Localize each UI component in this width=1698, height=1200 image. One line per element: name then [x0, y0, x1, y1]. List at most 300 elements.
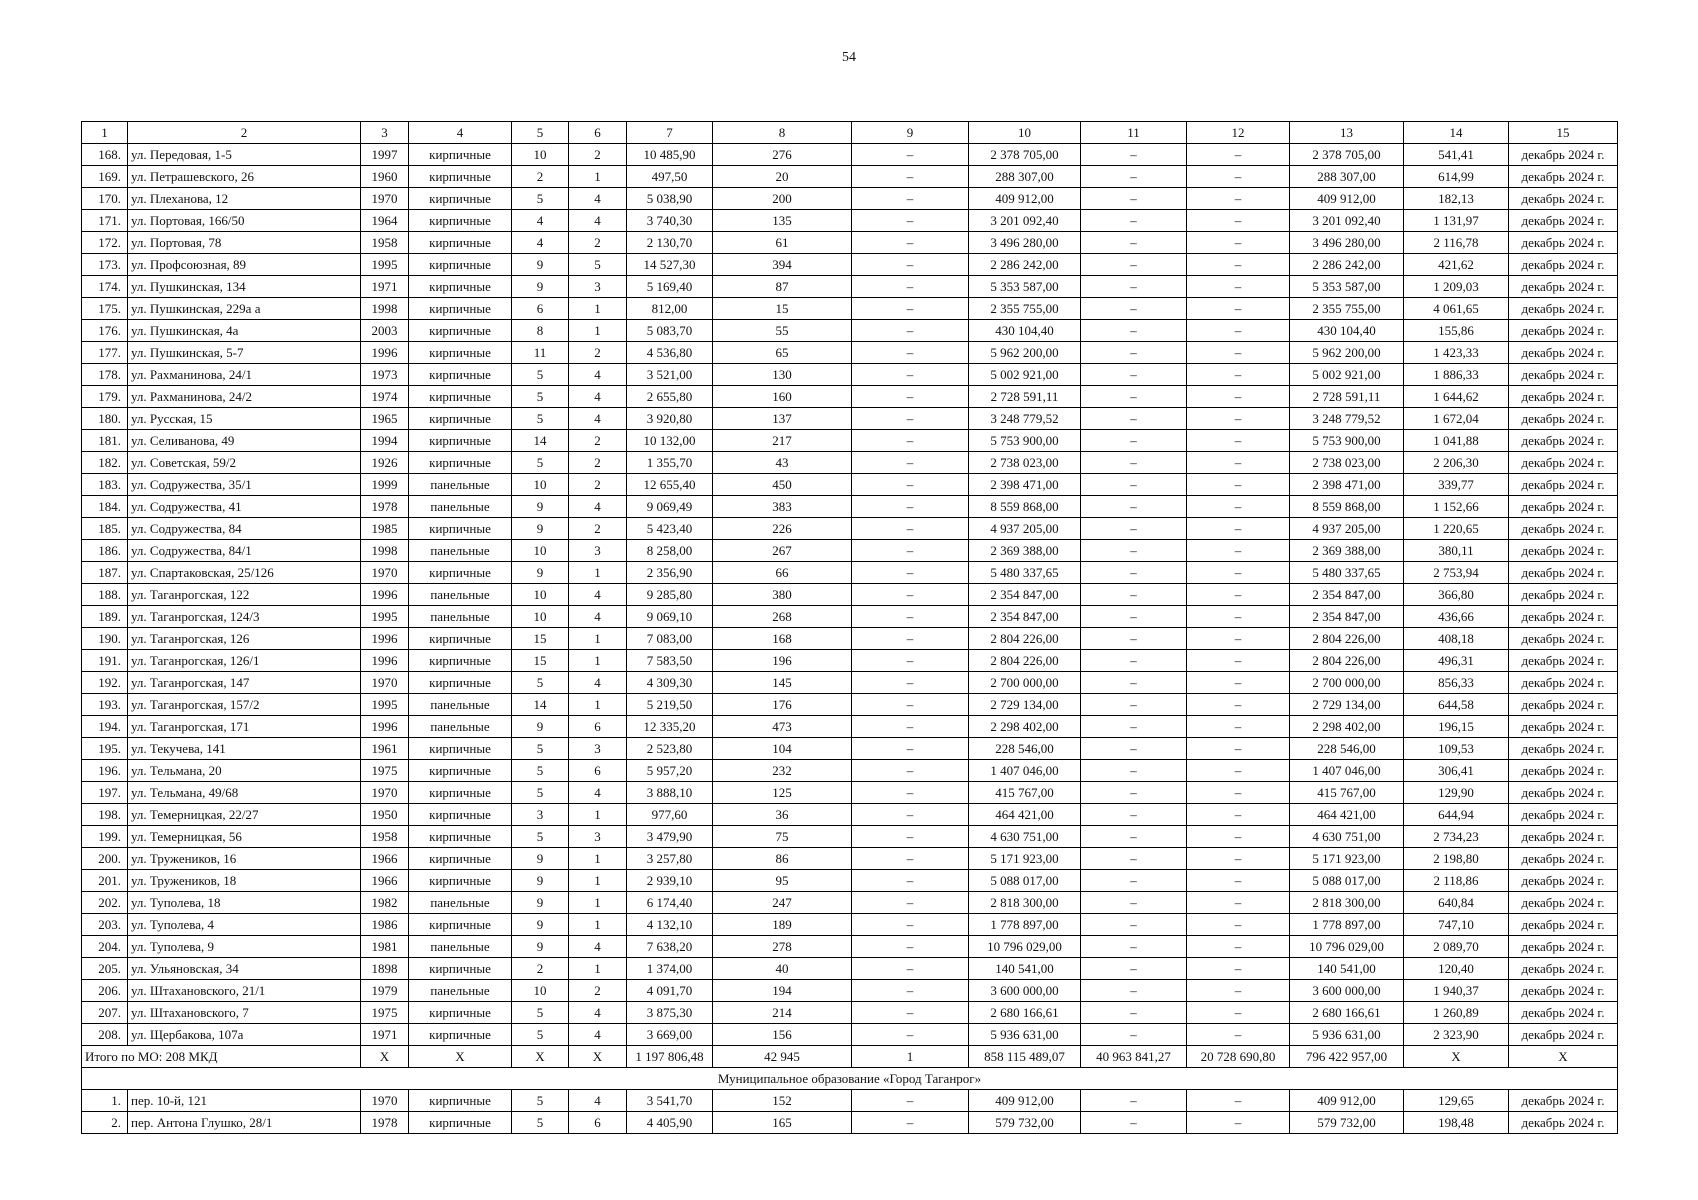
table-cell: 4 132,10	[627, 914, 713, 936]
table-cell: 140 541,00	[969, 958, 1081, 980]
table-cell: ул. Пушкинская, 134	[128, 276, 361, 298]
table-cell: 1986	[361, 914, 409, 936]
table-cell: –	[852, 804, 969, 826]
table-cell: –	[852, 320, 969, 342]
table-cell: –	[1187, 848, 1290, 870]
table-cell: –	[1187, 606, 1290, 628]
table-cell: ул. Таганрогская, 147	[128, 672, 361, 694]
table-cell: –	[1081, 298, 1187, 320]
table-cell: 4	[569, 782, 627, 804]
table-cell: 201.	[82, 870, 128, 892]
table-cell: –	[1187, 320, 1290, 342]
table-cell: 14	[512, 694, 569, 716]
table-cell: 3 201 092,40	[1290, 210, 1404, 232]
table-cell: 186.	[82, 540, 128, 562]
table-cell: 9 285,80	[627, 584, 713, 606]
table-cell: 2 355 755,00	[969, 298, 1081, 320]
table-cell: 1 152,66	[1404, 496, 1509, 518]
table-cell: 1 886,33	[1404, 364, 1509, 386]
table-cell: 1.	[82, 1090, 128, 1112]
table-cell: декабрь 2024 г.	[1509, 342, 1618, 364]
total-cell: 40 963 841,27	[1081, 1046, 1187, 1068]
table-cell: декабрь 2024 г.	[1509, 1024, 1618, 1046]
table-cell: 1 644,62	[1404, 386, 1509, 408]
table-cell: –	[1187, 474, 1290, 496]
table-cell: 194	[713, 980, 852, 1002]
table-cell: 3	[569, 276, 627, 298]
table-row	[82, 276, 1618, 298]
table-cell: 1958	[361, 232, 409, 254]
table-cell: декабрь 2024 г.	[1509, 276, 1618, 298]
table-cell: декабрь 2024 г.	[1509, 606, 1618, 628]
table-cell: 2 700 000,00	[969, 672, 1081, 694]
table-cell: 191.	[82, 650, 128, 672]
table-cell: 1	[569, 892, 627, 914]
table-cell: 1960	[361, 166, 409, 188]
table-cell: –	[1187, 716, 1290, 738]
table-cell: –	[1187, 936, 1290, 958]
table-cell: 5 038,90	[627, 188, 713, 210]
section-row	[82, 1068, 1618, 1090]
table-cell: 140 541,00	[1290, 958, 1404, 980]
table-cell: 3	[569, 540, 627, 562]
table-cell: 1898	[361, 958, 409, 980]
table-cell: 66	[713, 562, 852, 584]
table-cell: ул. Тельмана, 49/68	[128, 782, 361, 804]
table-row	[82, 606, 1618, 628]
table-cell: кирпичные	[409, 760, 512, 782]
table-cell: декабрь 2024 г.	[1509, 716, 1618, 738]
table-cell: ул. Петрашевского, 26	[128, 166, 361, 188]
table-row	[82, 518, 1618, 540]
table-cell: 2 118,86	[1404, 870, 1509, 892]
table-cell: 5 002 921,00	[1290, 364, 1404, 386]
table-row	[82, 232, 1618, 254]
table-cell: 232	[713, 760, 852, 782]
table-cell: 409 912,00	[1290, 1090, 1404, 1112]
table-cell: кирпичные	[409, 430, 512, 452]
table-cell: 2 939,10	[627, 870, 713, 892]
table-cell: 200	[713, 188, 852, 210]
table-cell: 2 804 226,00	[1290, 650, 1404, 672]
table-cell: 1971	[361, 276, 409, 298]
table-cell: ул. Таганрогская, 124/3	[128, 606, 361, 628]
table-cell: 1975	[361, 760, 409, 782]
table-cell: панельные	[409, 584, 512, 606]
table-cell: 496,31	[1404, 650, 1509, 672]
table-cell: 181.	[82, 430, 128, 452]
table-cell: 430 104,40	[969, 320, 1081, 342]
table-cell: 5	[512, 1024, 569, 1046]
table-cell: –	[1081, 188, 1187, 210]
table-cell: 3 740,30	[627, 210, 713, 232]
table-cell: –	[1081, 452, 1187, 474]
table-cell: 421,62	[1404, 254, 1509, 276]
table-cell: 4 630 751,00	[1290, 826, 1404, 848]
table-cell: кирпичные	[409, 826, 512, 848]
table-cell: 1996	[361, 628, 409, 650]
table-cell: 5	[512, 386, 569, 408]
table-cell: панельные	[409, 892, 512, 914]
table-cell: 145	[713, 672, 852, 694]
table-cell: кирпичные	[409, 1112, 512, 1134]
table-cell: 5 083,70	[627, 320, 713, 342]
table-cell: 14 527,30	[627, 254, 713, 276]
table-cell: 1998	[361, 298, 409, 320]
table-cell: 171.	[82, 210, 128, 232]
table-cell: 10	[512, 584, 569, 606]
table-cell: пер. 10-й, 121	[128, 1090, 361, 1112]
table-cell: –	[1187, 518, 1290, 540]
table-cell: 2 738 023,00	[1290, 452, 1404, 474]
table-cell: 7 083,00	[627, 628, 713, 650]
table-cell: –	[1081, 166, 1187, 188]
table-cell: 12 335,20	[627, 716, 713, 738]
table-cell: 2 206,30	[1404, 452, 1509, 474]
column-number: 15	[1509, 122, 1618, 144]
table-cell: ул. Щербакова, 107а	[128, 1024, 361, 1046]
table-cell: 9	[512, 936, 569, 958]
table-cell: –	[1187, 364, 1290, 386]
table-cell: –	[1081, 364, 1187, 386]
table-cell: 1981	[361, 936, 409, 958]
table-cell: декабрь 2024 г.	[1509, 364, 1618, 386]
table-cell: ул. Ульяновская, 34	[128, 958, 361, 980]
table-cell: 6	[569, 760, 627, 782]
table-cell: кирпичные	[409, 452, 512, 474]
total-cell: Х	[1509, 1046, 1618, 1068]
table-cell: 196.	[82, 760, 128, 782]
table-row	[82, 452, 1618, 474]
table-cell: кирпичные	[409, 144, 512, 166]
table-cell: 1970	[361, 782, 409, 804]
table-row	[82, 1090, 1618, 1112]
table-cell: –	[1187, 342, 1290, 364]
table-cell: кирпичные	[409, 320, 512, 342]
table-row	[82, 1024, 1618, 1046]
table-cell: 2 523,80	[627, 738, 713, 760]
table-cell: пер. Антона Глушко, 28/1	[128, 1112, 361, 1134]
table-cell: –	[852, 958, 969, 980]
column-number: 14	[1404, 122, 1509, 144]
table-cell: –	[1081, 672, 1187, 694]
table-cell: ул. Пушкинская, 229а а	[128, 298, 361, 320]
table-cell: кирпичные	[409, 628, 512, 650]
table-cell: –	[1187, 276, 1290, 298]
table-cell: 464 421,00	[969, 804, 1081, 826]
table-cell: 1	[569, 562, 627, 584]
table-cell: 137	[713, 408, 852, 430]
table-cell: 199.	[82, 826, 128, 848]
table-cell: 2 369 388,00	[1290, 540, 1404, 562]
table-cell: 4	[569, 672, 627, 694]
table-cell: 55	[713, 320, 852, 342]
table-cell: 4 937 205,00	[969, 518, 1081, 540]
table-cell: кирпичные	[409, 518, 512, 540]
table-cell: 1964	[361, 210, 409, 232]
table-cell: –	[1187, 738, 1290, 760]
table-cell: 3 248 779,52	[1290, 408, 1404, 430]
table-cell: кирпичные	[409, 958, 512, 980]
table-cell: 43	[713, 452, 852, 474]
table-cell: 2	[569, 342, 627, 364]
table-cell: –	[852, 276, 969, 298]
table-cell: 3	[569, 826, 627, 848]
table-row	[82, 694, 1618, 716]
table-cell: ул. Таганрогская, 126/1	[128, 650, 361, 672]
table-cell: 169.	[82, 166, 128, 188]
table-row	[82, 716, 1618, 738]
table-cell: 10	[512, 980, 569, 1002]
table-cell: 15	[512, 628, 569, 650]
table-row	[82, 980, 1618, 1002]
table-cell: ул. Спартаковская, 25/126	[128, 562, 361, 584]
table-cell: 198.	[82, 804, 128, 826]
table-cell: кирпичные	[409, 1090, 512, 1112]
total-cell: Х	[409, 1046, 512, 1068]
table-row	[82, 254, 1618, 276]
table-cell: 9	[512, 496, 569, 518]
table-cell: 1994	[361, 430, 409, 452]
table-cell: декабрь 2024 г.	[1509, 386, 1618, 408]
table-cell: 1995	[361, 254, 409, 276]
table-cell: 2	[569, 518, 627, 540]
table-cell: 1970	[361, 1090, 409, 1112]
table-cell: 9	[512, 848, 569, 870]
table-cell: 430 104,40	[1290, 320, 1404, 342]
table-cell: –	[1187, 958, 1290, 980]
table-cell: –	[1081, 826, 1187, 848]
table-row	[82, 496, 1618, 518]
table-cell: 812,00	[627, 298, 713, 320]
table-cell: 197.	[82, 782, 128, 804]
table-row	[82, 826, 1618, 848]
table-cell: 2 089,70	[1404, 936, 1509, 958]
table-cell: 2 130,70	[627, 232, 713, 254]
table-cell: –	[1187, 650, 1290, 672]
table-cell: 415 767,00	[1290, 782, 1404, 804]
table-row	[82, 430, 1618, 452]
table-cell: 9	[512, 518, 569, 540]
total-cell: 42 945	[713, 1046, 852, 1068]
table-cell: 614,99	[1404, 166, 1509, 188]
table-cell: 5 088 017,00	[1290, 870, 1404, 892]
table-cell: 2 354 847,00	[969, 584, 1081, 606]
table-cell: 228 546,00	[1290, 738, 1404, 760]
table-cell: 2	[569, 980, 627, 1002]
table-cell: 192.	[82, 672, 128, 694]
table-cell: 1 374,00	[627, 958, 713, 980]
table-cell: 182,13	[1404, 188, 1509, 210]
table-cell: –	[1187, 782, 1290, 804]
table-cell: –	[852, 254, 969, 276]
table-cell: 196,15	[1404, 716, 1509, 738]
table-cell: 1998	[361, 540, 409, 562]
table-cell: 194.	[82, 716, 128, 738]
table-cell: –	[1081, 958, 1187, 980]
table-cell: 247	[713, 892, 852, 914]
table-cell: панельные	[409, 936, 512, 958]
table-cell: ул. Передовая, 1-5	[128, 144, 361, 166]
table-row	[82, 760, 1618, 782]
table-cell: 2 198,80	[1404, 848, 1509, 870]
table-body	[82, 144, 1618, 1134]
table-cell: 2	[512, 166, 569, 188]
table-cell: –	[1081, 518, 1187, 540]
table-cell: –	[852, 1002, 969, 1024]
table-cell: –	[852, 298, 969, 320]
table-cell: 5 171 923,00	[1290, 848, 1404, 870]
table-cell: 306,41	[1404, 760, 1509, 782]
table-cell: 2 354 847,00	[969, 606, 1081, 628]
table-cell: 2 753,94	[1404, 562, 1509, 584]
table-cell: 65	[713, 342, 852, 364]
column-number: 3	[361, 122, 409, 144]
table-cell: 408,18	[1404, 628, 1509, 650]
table-cell: 4 091,70	[627, 980, 713, 1002]
column-number: 12	[1187, 122, 1290, 144]
table-cell: 3 920,80	[627, 408, 713, 430]
table-cell: 86	[713, 848, 852, 870]
table-cell: 5 962 200,00	[969, 342, 1081, 364]
table-cell: 1	[569, 848, 627, 870]
table-cell: 5	[512, 452, 569, 474]
table-cell: ул. Таганрогская, 122	[128, 584, 361, 606]
table-cell: ул. Таганрогская, 157/2	[128, 694, 361, 716]
total-cell: 1 197 806,48	[627, 1046, 713, 1068]
table-cell: декабрь 2024 г.	[1509, 804, 1618, 826]
table-cell: –	[852, 518, 969, 540]
column-number: 5	[512, 122, 569, 144]
table-cell: –	[852, 694, 969, 716]
table-cell: 2 354 847,00	[1290, 584, 1404, 606]
table-cell: декабрь 2024 г.	[1509, 694, 1618, 716]
table-cell: 747,10	[1404, 914, 1509, 936]
table-cell: 1996	[361, 584, 409, 606]
table-cell: 1 209,03	[1404, 276, 1509, 298]
table-cell: 464 421,00	[1290, 804, 1404, 826]
table-cell: 3 496 280,00	[969, 232, 1081, 254]
table-cell: 15	[512, 650, 569, 672]
table-cell: 1	[569, 914, 627, 936]
table-cell: кирпичные	[409, 672, 512, 694]
table-cell: 288 307,00	[969, 166, 1081, 188]
table-cell: ул. Профсоюзная, 89	[128, 254, 361, 276]
table-cell: 5	[569, 254, 627, 276]
table-cell: 1 778 897,00	[1290, 914, 1404, 936]
table-cell: 40	[713, 958, 852, 980]
table-cell: панельные	[409, 606, 512, 628]
table-cell: 1	[569, 628, 627, 650]
table-cell: 182.	[82, 452, 128, 474]
table-cell: –	[852, 386, 969, 408]
table-cell: ул. Темерницкая, 56	[128, 826, 361, 848]
table-row	[82, 1002, 1618, 1024]
table-cell: ул. Туполева, 9	[128, 936, 361, 958]
table-cell: 5	[512, 1112, 569, 1134]
table-row	[82, 914, 1618, 936]
table-cell: 3 521,00	[627, 364, 713, 386]
table-cell: 10 796 029,00	[969, 936, 1081, 958]
table-cell: 5 169,40	[627, 276, 713, 298]
table-cell: 1966	[361, 848, 409, 870]
table-cell: 129,65	[1404, 1090, 1509, 1112]
table-cell: декабрь 2024 г.	[1509, 210, 1618, 232]
table-cell: 170.	[82, 188, 128, 210]
table-cell: 5 353 587,00	[969, 276, 1081, 298]
table-cell: –	[852, 430, 969, 452]
table-cell: 4	[512, 210, 569, 232]
table-cell: –	[1187, 1024, 1290, 1046]
table-cell: 977,60	[627, 804, 713, 826]
table-cell: 2 398 471,00	[969, 474, 1081, 496]
total-cell: 1	[852, 1046, 969, 1068]
table-cell: –	[1187, 584, 1290, 606]
table-cell: 5 480 337,65	[1290, 562, 1404, 584]
table-cell: 135	[713, 210, 852, 232]
table-cell: 2 655,80	[627, 386, 713, 408]
table-cell: 1999	[361, 474, 409, 496]
table-cell: 6	[569, 716, 627, 738]
table-cell: –	[852, 936, 969, 958]
table-cell: 188.	[82, 584, 128, 606]
table-cell: 5	[512, 826, 569, 848]
table-cell: 193.	[82, 694, 128, 716]
table-cell: 202.	[82, 892, 128, 914]
table-cell: 168.	[82, 144, 128, 166]
table-cell: 196	[713, 650, 852, 672]
column-number: 9	[852, 122, 969, 144]
table-cell: 4	[569, 1090, 627, 1112]
table-cell: –	[1187, 892, 1290, 914]
table-cell: –	[852, 474, 969, 496]
table-cell: 168	[713, 628, 852, 650]
table-cell: 10	[512, 540, 569, 562]
table-cell: 4	[569, 1024, 627, 1046]
table-cell: 75	[713, 826, 852, 848]
table-cell: 2 738 023,00	[969, 452, 1081, 474]
table-cell: кирпичные	[409, 276, 512, 298]
table-row	[82, 540, 1618, 562]
table-cell: 175.	[82, 298, 128, 320]
table-cell: 3 600 000,00	[1290, 980, 1404, 1002]
table-cell: 4 309,30	[627, 672, 713, 694]
table-cell: 130	[713, 364, 852, 386]
table-cell: 5 957,20	[627, 760, 713, 782]
table-cell: 2 378 705,00	[1290, 144, 1404, 166]
table-cell: декабрь 2024 г.	[1509, 980, 1618, 1002]
table-cell: 2	[569, 474, 627, 496]
table-cell: –	[852, 1090, 969, 1112]
table-cell: –	[852, 408, 969, 430]
table-cell: 1 407 046,00	[1290, 760, 1404, 782]
table-cell: 409 912,00	[969, 1090, 1081, 1112]
table-cell: 203.	[82, 914, 128, 936]
table-cell: –	[1081, 144, 1187, 166]
table-cell: ул. Пушкинская, 5-7	[128, 342, 361, 364]
table-row	[82, 958, 1618, 980]
table-cell: 195.	[82, 738, 128, 760]
table-cell: панельные	[409, 980, 512, 1002]
table-cell: 5 753 900,00	[969, 430, 1081, 452]
column-number: 13	[1290, 122, 1404, 144]
table-cell: декабрь 2024 г.	[1509, 1002, 1618, 1024]
column-number: 10	[969, 122, 1081, 144]
table-cell: 380	[713, 584, 852, 606]
table-cell: 160	[713, 386, 852, 408]
table-cell: 409 912,00	[969, 188, 1081, 210]
table-cell: 15	[713, 298, 852, 320]
